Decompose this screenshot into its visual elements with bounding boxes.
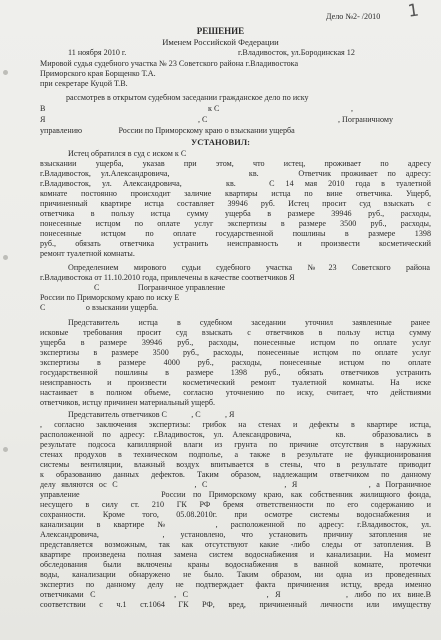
para1-line: понесенные истцом по оплате услуг экспертизы в размере 3500 руб., расходы, [40, 219, 431, 228]
para4-line: результате подсоса капиллярной влаги из грунта по причине отсутствия в наружных [40, 440, 431, 449]
para3-line: ответчиков, истцу причинен материальный ущерб. [40, 398, 216, 407]
intro-line-2b: к С [208, 104, 220, 113]
para4-line: ответчиками С , С , Я , либо по их вине.В [40, 590, 431, 599]
decision-date: 11 ноября 2010 г. [68, 48, 127, 57]
intro-line-3b: , С [198, 115, 208, 124]
para2-line: С о взыскании ущерба. [40, 303, 159, 312]
para2-line: г.Владивостока от 11.10.2010 года, привлечены в качестве соответчиков Я [40, 273, 295, 282]
para3-line: экспертизы в размере 4000 руб., расходы, понесенные истцом по оплате [40, 358, 431, 367]
para4-line: системы вентиляции, влажный воздух впитывается в стены, что в результате приводит [40, 460, 431, 469]
para2-line: Определением мирового судьи судебного участка №23 Советского района [68, 263, 430, 272]
document-title: РЕШЕНИЕ [196, 26, 245, 36]
judge-line-3: при секретаре Куцой Т.В. [40, 79, 128, 88]
para1-line: комнате постоянно происходит заличие квартиры истца по вине ответчика. Ущерб, [40, 189, 431, 198]
para3-line: экспертизы в размере 3500 руб., расходы, понесенные истцом по оплате услуг [40, 348, 431, 357]
para1-line: взыскании ущерба, указав при этом, что истец, проживает по адресу [40, 159, 431, 168]
para4-line: сохранности. Кроме того, 05.08.2010г. при осмотре системы водоснабжения и [40, 510, 431, 519]
intro-line-1: рассмотрев в открытом судебном заседании гражданское дело по иску [66, 93, 309, 102]
para4-line: воды, канализации обнаружено не было. Таким образом, ни одна из проведенных [40, 570, 431, 579]
binding-hole [3, 255, 8, 260]
intro-line-4: управлению России по Приморскому краю о взыскании ущерба [40, 126, 295, 135]
para3-line: исковые требования просит суд взыскать с ответчиков в пользу истца сумму [40, 328, 431, 337]
para4-line: соответствии с ч.1 ст.1064 ГК РФ, вред, причиненный личности или имуществу [40, 600, 431, 609]
para1-line: руб., обязать ответчика устранить неисправность и произвести косметический [40, 239, 431, 248]
binding-hole [3, 70, 8, 75]
intro-line-3a: Я [40, 115, 46, 124]
para4-line: делу являются ос С , С , Я , а Пограничное [40, 480, 431, 489]
para1-line: г.Владивосток, ул. Александровича, кв. С 14 мая 2010 года в туалетной [40, 179, 431, 188]
handwritten-page-number: 1 [406, 0, 421, 22]
para1-line: причиненный квартире истца составляет 39946 руб. Истец просит суд взыскать с [40, 199, 431, 208]
intro-line-3c: , Пограничному [338, 115, 394, 124]
para4-line: обследования были включены краны водоснабжения в ванной комнате, протечки [40, 560, 431, 569]
para4-line: квартире произведена полная замена систем водоснабжения и канализации. На момент [40, 550, 431, 559]
case-number: Дело №2- /2010 [326, 12, 381, 21]
para3-line: Представитель истца в судебном заседании уточнил заявленные ранее [68, 318, 430, 327]
decision-place: г.Владивосток, ул.Бородинская 12 [238, 48, 355, 57]
para4-line: , согласно заключения экспертизы: грибок на стенах и дефекты в квартире истца, [40, 420, 431, 429]
para3-line: неисправность и произвести косметический ремонт туалетной комнаты. На иске [40, 378, 431, 387]
intro-line-2a: В [40, 104, 46, 113]
intro-line-2c: , [351, 104, 354, 113]
para4-line: управление России по Приморскому краю, как собственник жилищного фонда, [40, 490, 431, 499]
para3-line: государственной пошлины в размере 1398 руб., обязать ответчиков устранить [40, 368, 431, 377]
para1-line: понесенные истцом по оплате государственной пошлины в размере 1398 [40, 229, 431, 238]
para1-line: Истец обратился в суд с иском к С [68, 149, 187, 158]
para3-line: настаивает в полном объеме, согласно уточнению по иску, считает, что действиями [40, 388, 431, 397]
para4-line: несущего в силу ст. 210 ГК РФ бремя ответственности по его содержанию и [40, 500, 431, 509]
para1-line: ответчика в пользу истца сумму ущерба в размере 39946 руб., расходы, [40, 209, 431, 218]
binding-hole [3, 447, 8, 452]
judge-line-2: Приморского края Борщенко Т.А. [40, 69, 156, 78]
para4-line: Представитель ответчиков С , С , Я [68, 410, 235, 419]
para4-line: к образованию данных дефектов. Таким образом, надлежащим ответчиком по данному [40, 470, 431, 479]
para2-line: С Пограничное управление [94, 283, 226, 292]
para1-line: г.Владивосток, ул.Александровича, кв. Ответчик проживает по адресу: [40, 169, 431, 178]
binding-holes [3, 0, 11, 640]
document-subtitle: Именем Российской Федерации [162, 37, 279, 47]
para2-line: России по Приморскому краю по иску Е [40, 293, 180, 302]
para4-line: расположенной по адресу: г.Владивосток, ул. Александровича, кв. образовались в [40, 430, 431, 439]
para1-line: ремонт туалетной комнаты. [40, 249, 135, 258]
para4-line: Александровича, , установлено, что установить причину затопления не [40, 530, 431, 539]
para4-line: представляется возможным, так как отсутствуют какие -либо следы от затопления. В [40, 540, 431, 549]
judge-line-1: Мировой судья судебного участка № 23 Советского района г.Владивостока [40, 59, 299, 68]
para4-line: экспертиз по данному делу не подтверждает факта причинения истцу, вреда именно [40, 580, 431, 589]
para4-line: стенах продухов в техническом подполье, а также в результате не функционирования [40, 450, 431, 459]
para3-line: ущерба в размере 39946 руб., расходы, понесенные истцом по оплате услуг [40, 338, 431, 347]
established-heading: УСТАНОВИЛ: [190, 137, 251, 147]
para4-line: канализации в квартире № , расположенной по адресу: г.Владивосток, ул. [40, 520, 431, 529]
